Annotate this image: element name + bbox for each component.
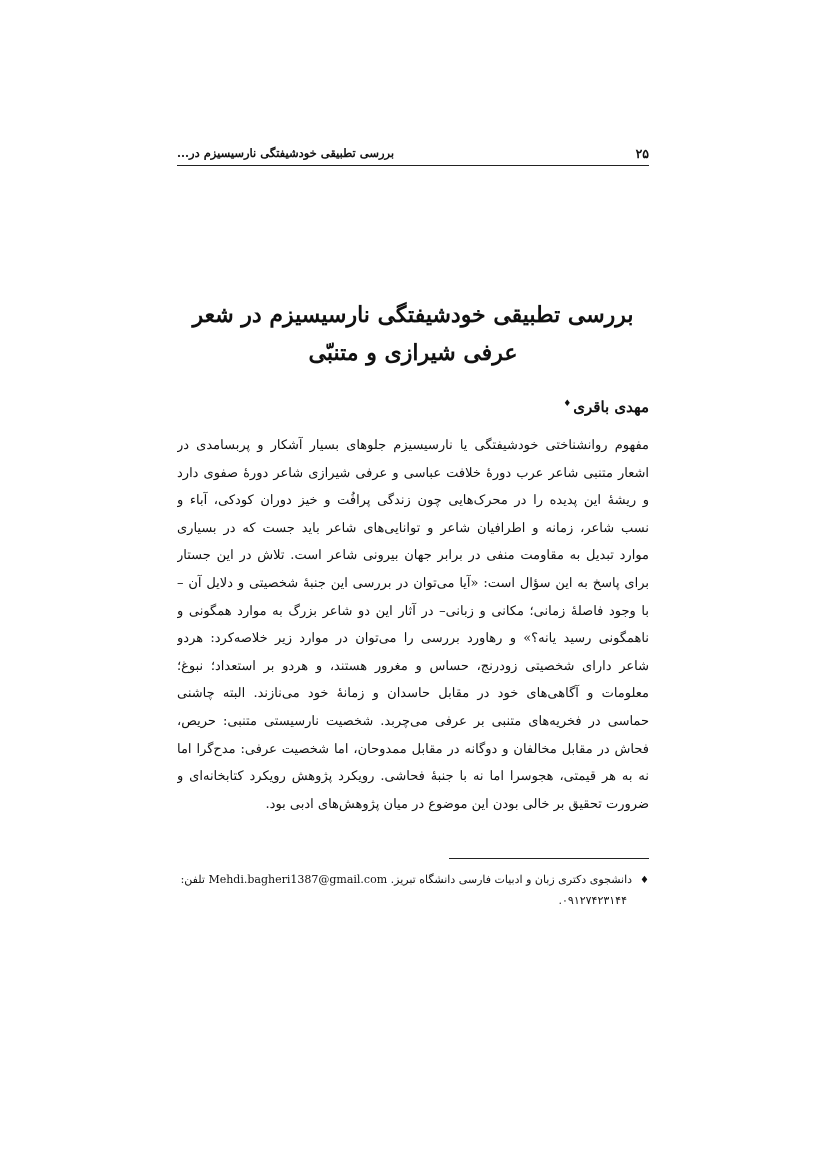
abstract-line: نسب شاعر، زمانه و اطرافیان شاعر و توانایی‌های شاعر باید جست که در بسیاری [177, 520, 649, 536]
footnote-text-2: ۰۹۱۲۷۴۲۳۱۴۴. [558, 894, 627, 907]
footnote-marker: ♦ [640, 875, 649, 886]
abstract-line: شاعر دارای شخصیتی زودرنج، حساس و مغرور هستند، و هردو بر استعداد؛ نبوغ؛ [177, 658, 649, 674]
author-byline [563, 398, 649, 416]
abstract-line: موارد تبدیل به مقاومت منفی در برابر جهان بیرونی شاعر است. تلاش در این جستار [177, 548, 649, 564]
abstract-line: ناهمگونی رسید یانه؟» و رهاورد بررسی را می‌توان در موارد زیر خلاصه‌کرد: هردو [177, 631, 649, 647]
article-title-line-1: بررسی تطبیقی خودشیفتگی نارسیسیزم در شعر [192, 302, 634, 328]
article-title-line-2: عرفی شیرازی و متنبّی [308, 340, 518, 366]
abstract-line: معلومات و آگاهی‌های خود در مقابل حاسدان و زمانهٔ خود می‌نازند. البته چاشنی [177, 686, 649, 702]
abstract-line: مفهوم روانشناختی خودشیفتگی یا نارسیسیزم جلوهای بسیار آشکار و پربسامدی در [177, 438, 649, 453]
footnote-text-1: دانشجوی دکتری زبان و ادبیات فارسی دانشگاه تبریز. Mehdi.bagheri1387@gmail.com تلفن: [180, 873, 633, 886]
abstract-line: فحاش در مقابل مخالفان و دوگانه در مقابل ممدوحان، اما شخصیت عرفی: مدح‌گرا اما [177, 741, 649, 757]
running-title: بررسی تطبیقی خودشیفتگی نارسیسیزم در... [177, 146, 395, 160]
abstract-line: اشعار متنبی شاعر عرب دورهٔ خلافت عباسی و عرفی شیرازی شاعر دورهٔ صفوی دارد [177, 465, 649, 481]
author-footnote-marker: ♦ [563, 399, 572, 409]
footnote-divider [449, 858, 649, 859]
article-title [150, 296, 676, 372]
abstract-line: با وجود فاصلهٔ زمانی؛ مکانی و زبانی– در آثار این دو شاعر بزرگ به موارد همگونی و [177, 603, 649, 619]
page-number: ۲۵ [635, 146, 649, 161]
abstract-line: حماسی در فخریه‌های متنبی بر عرفی می‌چربد. شخصیت نارسیستی متنبی: حریص، [177, 713, 649, 729]
abstract [177, 432, 649, 818]
abstract-line: ضرورت تحقیق بر خالی بودن این موضوع در میان پژوهش‌های ادبی بود. [265, 796, 649, 812]
footnote-line-1 [177, 870, 649, 891]
running-head [177, 143, 649, 166]
abstract-line: نه به هر قیمتی، هجوسرا اما نه با جنبهٔ فحاشی. رویکرد پژوهش رویکرد کتابخانه‌ای و [177, 769, 649, 785]
author-name: مهدی باقری [573, 398, 649, 416]
footnote [177, 870, 649, 911]
abstract-line: برای پاسخ به این سؤال است: «آیا می‌توان در بررسی این جنبهٔ شخصیتی و دلایل آن – [177, 575, 649, 591]
abstract-line: و ریشهٔ این پدیده را در محرک‌هایی چون زندگی پرافُت و خیز دوران کودکی، آباء و [177, 493, 649, 509]
